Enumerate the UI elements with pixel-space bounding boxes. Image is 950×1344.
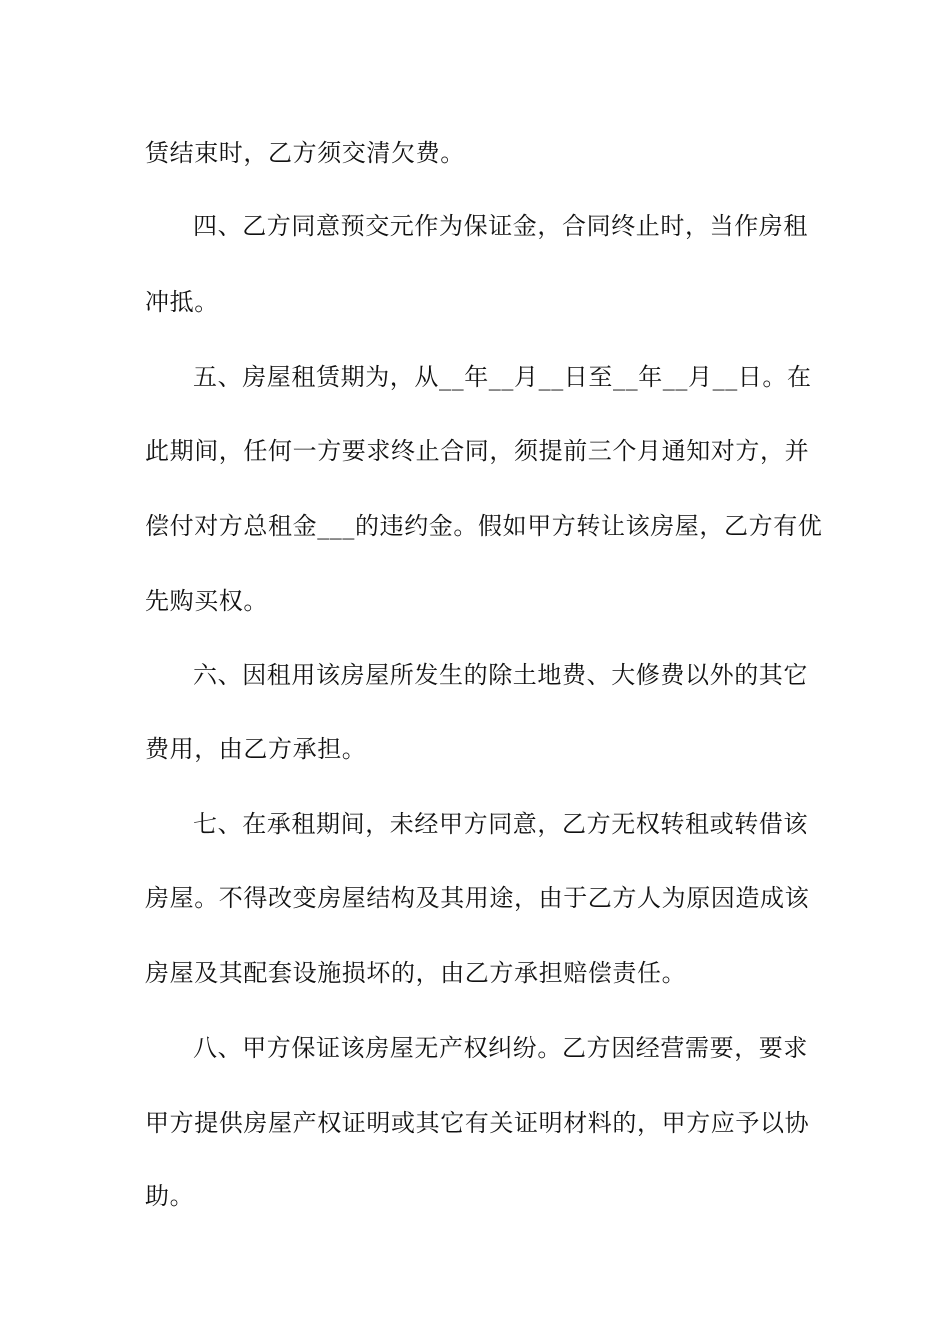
clause-6-line-1: 六、因租用该房屋所发生的除土地费、大修费以外的其它 — [193, 661, 808, 689]
clause-7-line-2: 房屋。不得改变房屋结构及其用途，由于乙方人为原因造成该 — [145, 884, 810, 912]
clause-4-line-1: 四、乙方同意预交元作为保证金，合同终止时，当作房租 — [193, 212, 808, 240]
text-line-1: 赁结束时，乙方须交清欠费。 — [145, 139, 465, 167]
clause-5-line-2: 此期间，任何一方要求终止合同，须提前三个月通知对方，并 — [145, 437, 810, 465]
clause-5-line-3: 偿付对方总租金___的违约金。假如甲方转让该房屋，乙方有优 — [145, 512, 823, 540]
clause-8-line-3: 助。 — [145, 1182, 195, 1210]
clause-4-line-2: 冲抵。 — [145, 288, 219, 316]
clause-7-line-3: 房屋及其配套设施损坏的，由乙方承担赔偿责任。 — [145, 959, 687, 987]
clause-8-line-2: 甲方提供房屋产权证明或其它有关证明材料的，甲方应予以协 — [145, 1109, 810, 1137]
clause-8-line-1: 八、甲方保证该房屋无产权纠纷。乙方因经营需要，要求 — [193, 1034, 808, 1062]
clause-6-line-2: 费用，由乙方承担。 — [145, 735, 367, 763]
clause-7-line-1: 七、在承租期间，未经甲方同意，乙方无权转租或转借该 — [193, 810, 808, 838]
clause-5-line-1: 五、房屋租赁期为，从__年__月__日至__年__月__日。在 — [193, 363, 812, 391]
clause-5-line-4: 先购买权。 — [145, 587, 268, 615]
